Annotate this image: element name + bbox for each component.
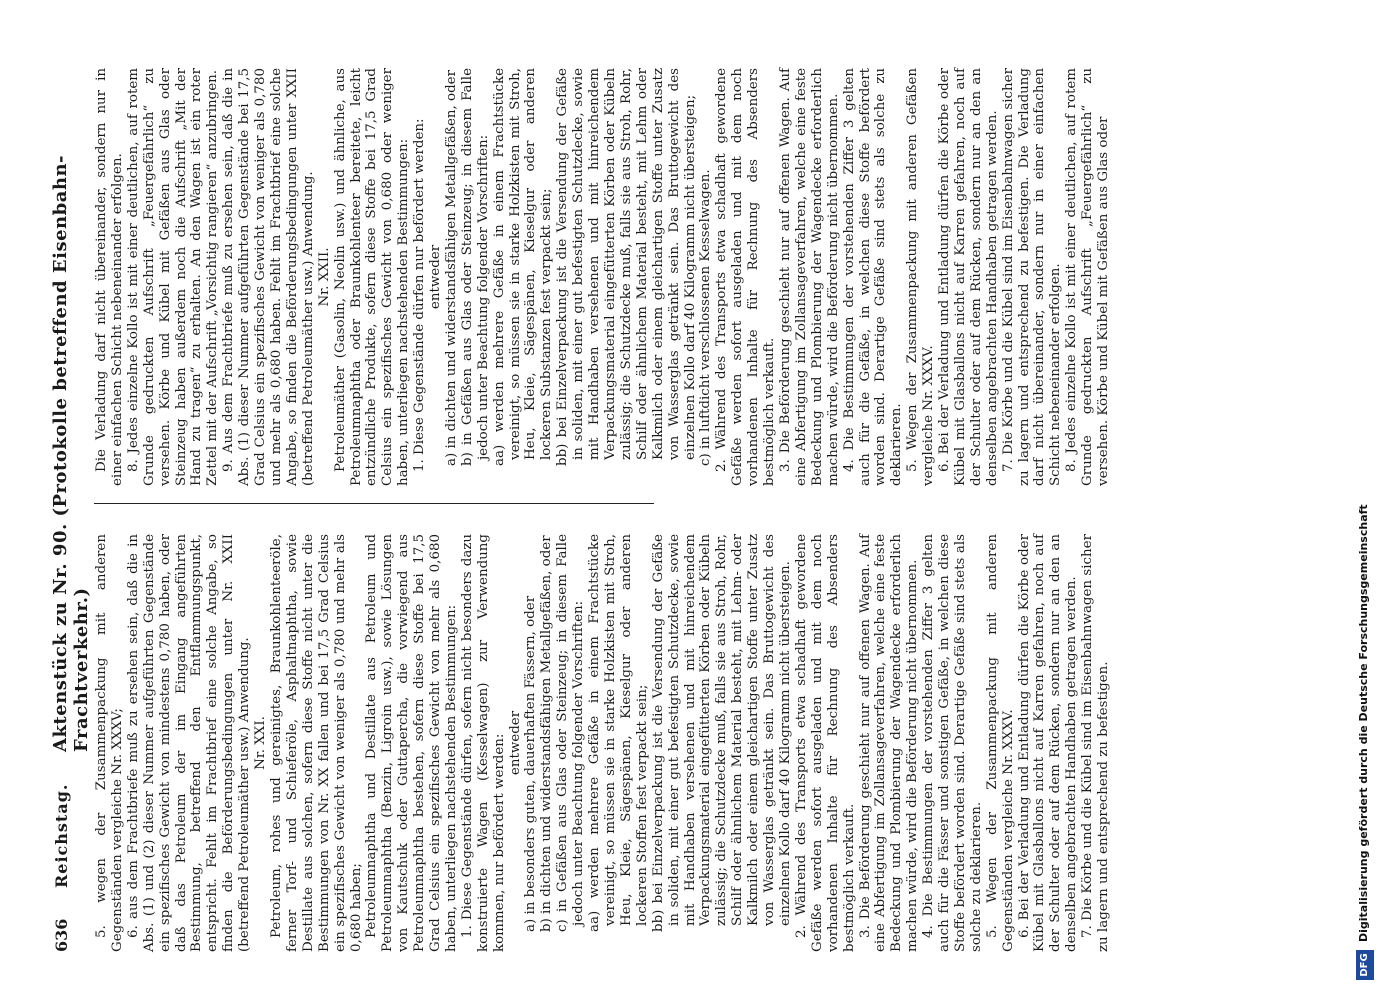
paragraph: aa) werden mehrere Gefäße in einem Frachtstücke vereinigt, so müssen sie in starke Holzkisten mit Stroh, Heu, Kleie, Sägespänen, Kieselgur oder anderen lockeren Substanzen fest verpackt sein; — [491, 68, 555, 466]
running-head: Reichstag. — [52, 783, 71, 888]
paragraph: 2. Während des Transports etwa schadhaft gewordene Gefäße werden sofort ausgeladen und mit dem noch vorhandenen Inhalte für Rechnung des Absenders bestmöglich verkauft. — [793, 534, 857, 952]
paragraph: 9. Aus dem Frachtbriefe muß zu ersehen sein, daß die in Abs. (1) dieser Nummer aufgeführten Gegenstände bei 17,5 Grad Celsius ein spezifisches Gewicht von weniger als 0,780 und mehr als 0,680 haben. Fehlt im Frachtbrief eine solche Angabe, so finden die Beförderungsbedingungen unter XXII (betreffend Petroleumäther usw.) Anwendung. — [221, 68, 316, 486]
paragraph: bb) bei Einzelverpackung ist die Versendung der Gefäße in soliden, mit einer gut befestigten Schutzdecke, sowie mit Handhaben versehenen und mit hinreichendem Verpackungsmaterial eingefütterten Körben oder Kübeln zulässig; die Schutzdecke muß, falls sie aus Stroh, Rohr, Schilf oder ähnlichem Material besteht, mit Lehm oder Kalkmilch oder einem gleichartigen Stoffe unter Zusatz von Wasserglas getränkt sein. Das Bruttogewicht des einzelnen Kollo darf 40 Kilogramm nicht übersteigen; — [555, 68, 698, 466]
paragraph: b) in Gefäßen aus Glas oder Steinzeug; in diesem Falle jedoch unter Beachtung folgender Vorschriften: — [459, 68, 491, 466]
dfg-logo-icon: DFG — [1356, 950, 1374, 980]
paragraph: c) in luftdicht verschlossenen Kesselwagen. — [698, 169, 714, 466]
paragraph: Petroleumnaphtha und Destillate aus Petroleum und Petroleumnaphtha (Benzin, Ligroin usw.), sowie Lösungen von Kautschuk oder Guttapercha, die vorwiegend aus Petroleumnaphtha bestehen, sofern diese Stoffe bei 17,5 Grad Celsius ein spezifisches Gewicht von mehr als 0,680 haben, unterliegen nachstehenden Bestimmungen: — [364, 534, 459, 952]
paragraph: 1. Diese Gegenstände dürfen, sofern nicht besonders dazu konstruierte Wagen (Kesselwagen) zur Verwendung kommen, nur befördert werden: — [459, 534, 507, 952]
paragraph: 2. Während des Transports etwa schadhaft gewordene Gefäße werden sofort ausgeladen und mit dem noch vorhandenen Inhalte für Rechnung des Absenders bestmöglich verkauft. — [714, 68, 778, 486]
paragraph: bb) bei Einzelverpackung ist die Versendung der Gefäße in soliden, mit einer gut befestigten Schutzdecke, sowie mit Handhaben versehenen und mit hinreichendem Verpackungsmaterial eingefütterten Körben oder Kübeln zulässig; die Schutzdecke muß, falls sie aus Stroh, Rohr, Schilf oder ähnlichem Material besteht, mit Lehm- oder Kalkmilch oder einem gleichartigen Stoffe unter Zusatz von Wasserglas getränkt sein. Das Bruttogewicht des einzelnen Kollo darf 40 Kilogramm nicht übersteigen. — [650, 534, 793, 932]
paragraph: 6. Bei der Verladung und Entladung dürfen die Körbe oder Kübel mit Glasballons nicht auf Karren gefahren, noch auf der Schulter oder auf dem Rücken, sondern nur an den an denselben angebrachten Handhaben getragen werden. — [1016, 534, 1080, 952]
paragraph: 4. Die Bestimmungen der vorstehenden Ziffer 3 gelten auch für die Gefäße, in welchen diese Stoffe befördert worden sind. Derartige Gefäße sind stets als solche zu deklarieren. — [841, 68, 905, 486]
paragraph: 1. Diese Gegenstände dürfen nur befördert werden: — [412, 118, 428, 472]
paragraph: entweder — [428, 244, 444, 310]
paragraph: Petroleumäther (Gasolin, Neolin usw.) und ähnliche, aus Petroleumnaphtha oder Braunkohlenteer bereitete, leicht entzündliche Produkte, sofern diese Stoffe bei 17,5 Grad Celsius ein spezifisches Gewicht von 0,680 oder weniger haben, unterliegen nachstehenden Bestimmungen: — [332, 68, 412, 486]
paragraph: 8. Jedes einzelne Kollo ist mit einer deutlichen, auf rotem Grunde gedruckten Aufschrift „Feuergefährlich“ zu versehen. Körbe und Kübel mit Gefäßen aus Glas oder Steinzeug haben außerdem noch die Aufschrift „Mit der Hand zu tragen“ zu erhalten. An den Wagen ist ein roter Zettel mit der Aufschrift „Vorsichtig rangieren“ anzubringen. — [125, 68, 221, 486]
rotated-page — [46, 32, 1346, 952]
paragraph: 5. Wegen der Zusammenpackung mit anderen Gegenständen vergleiche Nr. XXXV. — [984, 534, 1016, 952]
page-number: 636 — [52, 918, 71, 952]
paragraph: 8. Jedes einzelne Kollo ist mit einer deutlichen, auf rotem Grunde gedruckten Aufschrift „Feuergefährlich“ zu versehen. Körbe und Kübel mit Gefäßen aus Glas oder — [1064, 68, 1112, 486]
paragraph: Nr. XXII. — [316, 247, 332, 307]
paragraph: 3. Die Beförderung geschieht nur auf offenen Wagen. Auf eine Abfertigung im Zollansageverfahren, welche eine feste Bedeckung und Plombierung der Wagendecke erforderlich machen würde, wird die Beförderung nicht übernommen. — [857, 534, 921, 952]
paragraph: a) in dichten und widerstandsfähigen Metallgefäßen, oder — [443, 69, 459, 466]
column-right — [94, 68, 1112, 486]
paragraph: 6. Bei der Verladung und Entladung dürfen die Körbe oder Kübel mit Glasballons nicht auf Karren gefahren, noch auf der Schulter oder auf dem Rücken, sondern nur an den an denselben angebrachten Handhaben getragen werden. — [937, 68, 1000, 486]
paragraph: 6. aus dem Frachtbriefe muß zu ersehen sein, daß die in Abs. (1) und (2) dieser Nummer aufgeführten Gegenstände ein spezifisches Gewicht von mindestens 0,780 haben, oder daß das Petroleum der im Eingang angeführten Bestimmung, betreffend den Entflammungspunkt, entspricht. Fehlt im Frachtbrief eine solche Angabe, so finden die Beförderungsbedingungen unter Nr. XXII (betreffend Petroleumäther usw.) Anwendung. — [125, 534, 253, 952]
paragraph: 7. Die Körbe und die Kübel sind im Eisenbahnwagen sicher zu lagern und entsprechend zu befestigen. Die Verladung darf nicht übereinander, sondern nur in einer einfachen Schicht nebeneinander erfolgen. — [1000, 68, 1064, 486]
paragraph: 7. Die Körbe und die Kübel sind im Eisenbahnwagen sicher zu lagern und entsprechend zu befestigen. — [1080, 534, 1112, 952]
column-left — [94, 534, 1112, 952]
page-header — [46, 32, 92, 952]
paragraph: b) in dichten und widerstandsfähigen Metallgefäßen, oder — [539, 535, 555, 932]
digitization-sidebar — [1352, 0, 1380, 980]
column-divider — [94, 503, 654, 504]
paragraph: Nr. XXI. — [253, 716, 269, 770]
digitization-note: Digitalisierung gefördert durch die Deutsche Forschungsgemeinschaft — [1357, 504, 1370, 942]
paragraph: aa) werden mehrere Gefäße in einem Frachtstücke vereinigt, so müssen sie in starke Holzkisten mit Stroh, Heu, Kleie, Sägespänen, Kieselgur oder anderen lockeren Stoffen fest verpackt sein; — [587, 534, 650, 932]
paragraph: 5. Wegen der Zusammenpackung mit anderen Gefäßen vergleiche Nr. XXXV. — [905, 68, 937, 486]
paragraph: 4. Die Bestimmungen der vorstehenden Ziffer 3 gelten auch für die Fässer und sonstigen Gefäße, in welchen diese Stoffe befördert worden sind. Derartige Gefäße sind stets als solche zu deklarieren. — [921, 534, 984, 952]
paragraph: Petroleum, rohes und gereinigtes, Braunkohlenteeröle, ferner Torf- und Schieferöle, Asphaltnaphtha, sowie Destillate aus solchen, sofern diese Stoffe nicht unter die Bestimmungen von Nr. XX fallen und bei 17,5 Grad Celsius ein spezifisches Gewicht von weniger als 0,780 und mehr als 0,680 haben; — [268, 534, 364, 952]
paragraph: c) in Gefäßen aus Glas oder Steinzeug; in diesem Falle jedoch unter Beachtung folgender Vorschriften: — [555, 534, 587, 932]
paragraph: 3. Die Beförderung geschieht nur auf offenen Wagen. Auf eine Abfertigung im Zollansageverfahren, welche eine feste Bedeckung und Plombierung der Wagendecke erforderlich machen würde, wird die Beförderung nicht übernommen. — [777, 68, 841, 486]
paragraph: Die Verladung darf nicht übereinander, sondern nur in einer einfachen Schicht nebeneinander erfolgen. — [94, 68, 125, 486]
paragraph: a) in besonders guten, dauerhaften Fässern, oder — [523, 595, 539, 932]
paragraph: entweder — [507, 710, 523, 776]
page-title: Aktenstück zu Nr. 90. (Protokolle betreffend Eisenbahn-Frachtverkehr.) — [50, 154, 92, 752]
paragraph: 5. wegen der Zusammenpackung mit anderen Gegenständen vergleiche Nr. XXXV; — [94, 534, 125, 952]
